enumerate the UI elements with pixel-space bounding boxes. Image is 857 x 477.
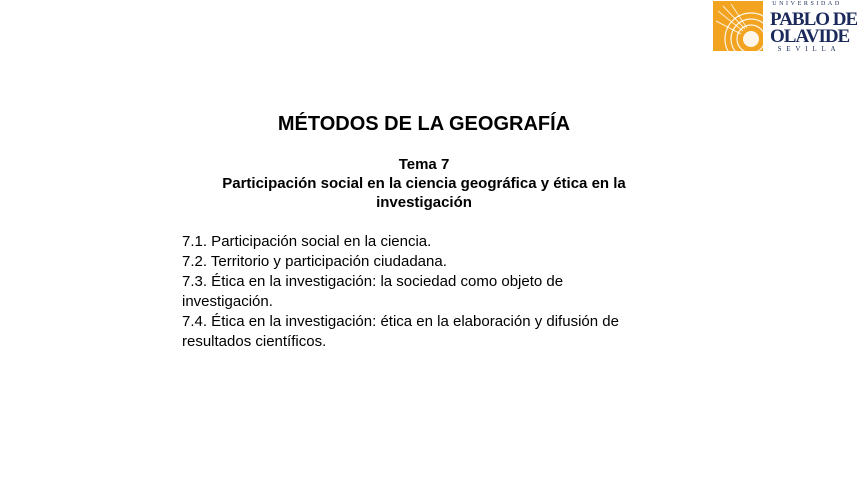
- section-item: 7.4. Ética en la investigación: ética en la elaboración y difusión de resultados científicos.: [182, 313, 619, 350]
- section-list: [182, 232, 652, 352]
- sun-emblem-icon: [713, 1, 763, 51]
- university-logo: [713, 1, 857, 53]
- logo-top-text: UNIVERSIDAD: [772, 1, 842, 7]
- logo-line-2: OLAVIDE: [770, 26, 850, 47]
- section-item: 7.3. Ética en la investigación: la sociedad como objeto de investigación.: [182, 273, 564, 310]
- topic-number: Tema 7: [398, 156, 450, 173]
- logo-line-1: PABLO DE: [770, 9, 857, 30]
- page-title: MÉTODOS DE LA GEOGRAFÍA: [277, 113, 571, 135]
- section-item: 7.1. Participación social en la ciencia.: [182, 233, 432, 250]
- topic-name: Participación social en la ciencia geográfica y ética en la investigación: [222, 175, 626, 211]
- logo-city: SEVILLA: [777, 45, 841, 53]
- topic-heading: [200, 155, 648, 212]
- section-item: 7.2. Territorio y participación ciudadana.: [182, 253, 447, 270]
